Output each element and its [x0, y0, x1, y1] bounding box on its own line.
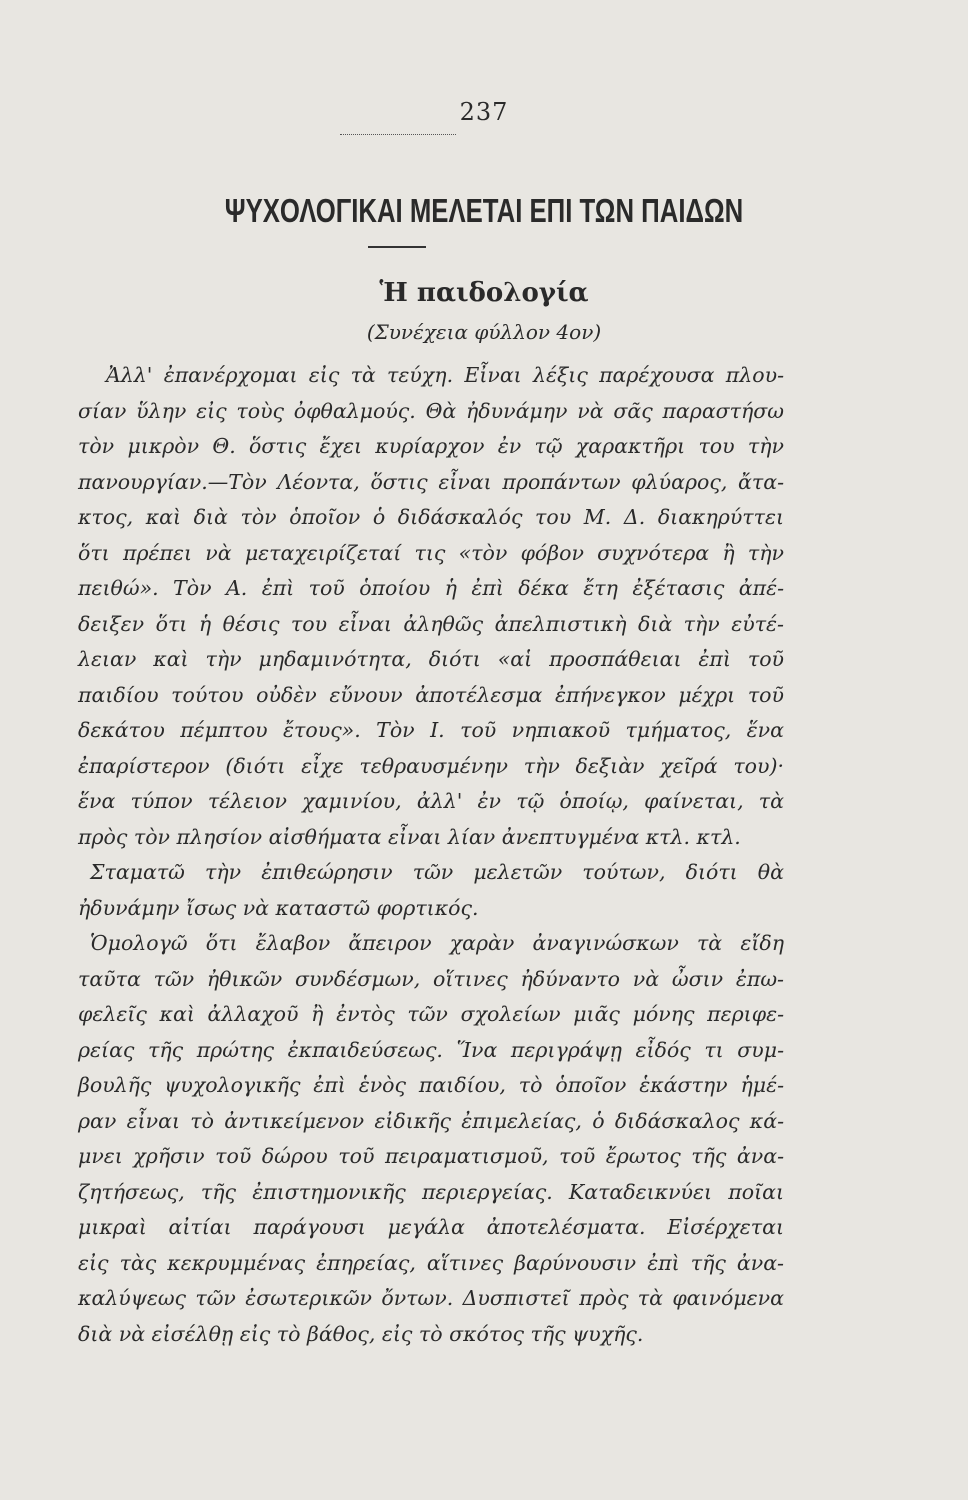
text-line: φελεῖς καὶ ἀλλαχοῦ ἢ ἐντὸς τῶν σχολείων μιᾶς μόνης περιφε-: [78, 1002, 784, 1026]
page-number-rule: [340, 134, 456, 135]
text-line: πειθώ». Τὸν Α. ἐπὶ τοῦ ὁποίου ἡ ἐπὶ δέκα ἔτη ἐξέτασις ἀπέ-: [78, 576, 784, 600]
text-line: καλύψεως τῶν ἐσωτερικῶν ὄντων. Δυσπιστεῖ πρὸς τὰ φαινόμενα: [78, 1286, 784, 1310]
text-line: δειξεν ὅτι ἡ θέσις του εἶναι ἀληθῶς ἀπελπιστικὴ διὰ τὴν εὐτέ-: [78, 611, 784, 636]
article-subtitle: Ἡ παιδολογία: [379, 278, 589, 308]
title-divider: [368, 246, 426, 248]
article-title: ΨΥΧΟΛΟΓΙΚΑΙ ΜΕΛΕΤΑΙ ΕΠΙ ΤΩΝ ΠΑΙΔΩΝ: [224, 192, 744, 229]
text-line: σίαν ὕλην εἰς τοὺς ὀφθαλμούς. Θὰ ἠδυνάμην νὰ σᾶς παραστήσω: [78, 398, 784, 423]
text-line: μικραὶ αἰτίαι παράγουσι μεγάλα ἀποτελέσματα. Εἰσέρχεται: [78, 1215, 784, 1239]
text-line: Σταματῶ τὴν ἐπιθεώρησιν τῶν μελετῶν τούτων, διότι θὰ: [90, 860, 784, 884]
text-line: ἕνα τύπον τέλειον χαμινίου, ἀλλ' ἐν τῷ ὁποίῳ, φαίνεται, τὰ: [78, 789, 784, 813]
text-line: ἐπαρίστερον (διότι εἶχε τεθραυσμένην τὴν δεξιὰν χεῖρά του)·: [78, 753, 784, 778]
text-line: ζητήσεως, τῆς ἐπιστημονικῆς περιεργείας. Καταδεικνύει ποῖαι: [78, 1179, 784, 1204]
text-line: δεκάτου πέμπτου ἔτους». Τὸν Ι. τοῦ νηπιακοῦ τμήματος, ἕνα: [78, 718, 784, 742]
text-line: βουλῆς ψυχολογικῆς ἐπὶ ἑνὸς παιδίου, τὸ ὁποῖον ἑκάστην ἡμέ-: [78, 1073, 784, 1097]
text-line: τὸν μικρὸν Θ. ὅστις ἔχει κυρίαρχον ἐν τῷ χαρακτῆρι του τὴν: [78, 434, 784, 458]
continuation-note: (Συνέχεια φύλλον 4ον): [366, 320, 602, 344]
text-line: Ἀλλ' ἐπανέρχομαι εἰς τὰ τεύχη. Εἶναι λέξις παρέχουσα πλου-: [106, 363, 784, 387]
text-line: διὰ νὰ εἰσέλθῃ εἰς τὸ βάθος, εἰς τὸ σκότος τῆς ψυχῆς.: [78, 1321, 644, 1346]
text-line: ταῦτα τῶν ἠθικῶν συνδέσμων, οἵτινες ἠδύναντο νὰ ὦσιν ἐπω-: [78, 966, 784, 991]
text-line: λειαν καὶ τὴν μηδαμινότητα, διότι «αἱ προσπάθειαι ἐπὶ τοῦ: [78, 647, 784, 671]
text-line: ἠδυνάμην ἴσως νὰ καταστῶ φορτικός.: [78, 895, 479, 920]
text-line: παιδίου τούτου οὐδὲν εὔνουν ἀποτέλεσμα ἐπήνεγκον μέχρι τοῦ: [78, 682, 784, 707]
text-line: ρείας τῆς πρώτης ἐκπαιδεύσεως. Ἵνα περιγράψῃ εἶδός τι συμ-: [78, 1037, 784, 1062]
text-line: πανουργίαν.—Τὸν Λέοντα, ὅστις εἶναι προπάντων φλύαρος, ἄτα-: [78, 469, 784, 494]
text-line: εἰς τὰς κεκρυμμένας ἐπηρείας, αἵτινες βαρύνουσιν ἐπὶ τῆς ἀνα-: [78, 1250, 784, 1275]
text-line: ὅτι πρέπει νὰ μεταχειρίζεταί τις «τὸν φόβον συχνότερα ἢ τὴν: [78, 540, 784, 565]
text-line: πρὸς τὸν πλησίον αἰσθήματα εἶναι λίαν ἀνεπτυγμένα κτλ. κτλ.: [78, 824, 741, 849]
text-line: ραν εἶναι τὸ ἀντικείμενον εἰδικῆς ἐπιμελείας, ὁ διδάσκαλος κά-: [78, 1108, 784, 1133]
page-number: 237: [459, 98, 509, 126]
text-line: Ὁμολογῶ ὅτι ἔλαβον ἄπειρον χαρὰν ἀναγινώσκων τὰ εἴδη: [90, 931, 784, 955]
text-line: κτος, καὶ διὰ τὸν ὁποῖον ὁ διδάσκαλός του Μ. Δ. διακηρύττει: [78, 505, 784, 529]
text-line: μνει χρῆσιν τοῦ δώρου τοῦ πειραματισμοῦ, τοῦ ἔρωτος τῆς ἀνα-: [78, 1144, 784, 1168]
body-text: [78, 358, 784, 1352]
